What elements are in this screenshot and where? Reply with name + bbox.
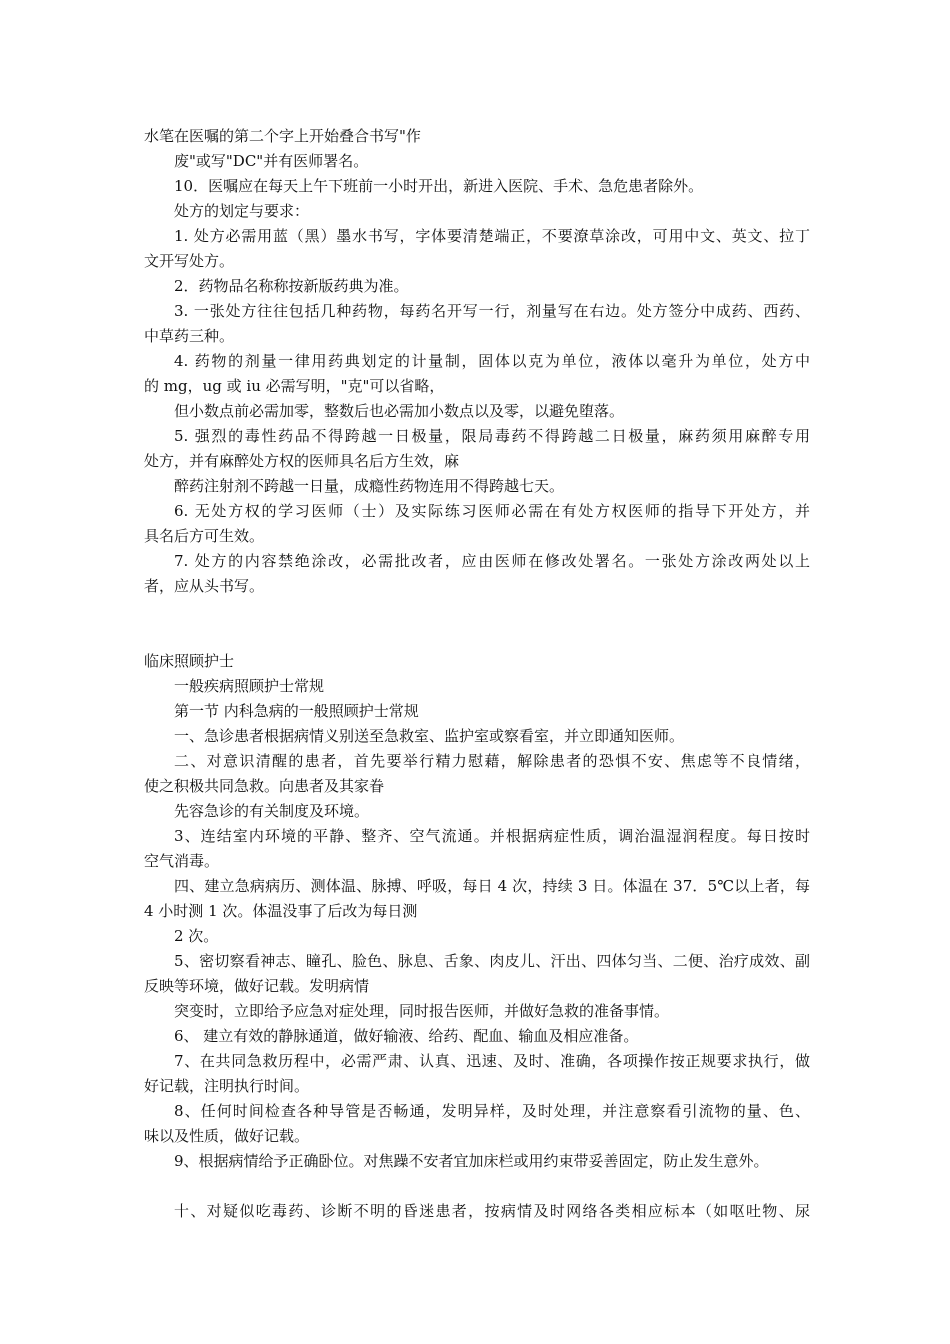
text-line: 四、建立急病病历、测体温、脉搏、呼吸，每日 4 次，持续 3 日。体温在 37．5℃以上者，每	[174, 877, 810, 895]
subsection-heading: 一般疾病照顾护士常规	[174, 677, 325, 695]
paragraph-spacer	[144, 1174, 810, 1199]
text-line: 醉药注射剂不跨越一日量，成瘾性药物连用不得跨越七天。	[174, 477, 565, 495]
text-line: 废"或写"DC"并有医师署名。	[174, 152, 369, 170]
text-line: 7、在共同急救历程中，必需严肃、认真、迅速、及时、准确，各项操作按正规要求执行，做	[174, 1052, 810, 1070]
text-line: 反映等环境，做好记载。发明病情	[144, 977, 370, 995]
text-line: 好记载，注明执行时间。	[144, 1077, 310, 1095]
text-line: 先容急诊的有关制度及环境。	[174, 802, 370, 820]
text-line: 5. 强烈的毒性药品不得跨越一日极量，限局毒药不得跨越二日极量，麻药须用麻醉专用	[174, 427, 810, 445]
text-line: 具名后方可生效。	[144, 527, 265, 545]
text-line: 文开写处方。	[144, 252, 235, 270]
text-line: 但小数点前必需加零，整数后也必需加小数点以及零，以避免堕落。	[174, 402, 625, 420]
text-line: 处方，并有麻醉处方权的医师具名后方生效，麻	[144, 452, 460, 470]
text-line: 4 小时测 1 次。体温没事了后改为每日测	[144, 902, 418, 920]
text-line: 9、根据病情给予正确卧位。对焦躁不安者宜加床栏或用约束带妥善固定，防止发生意外。	[174, 1152, 769, 1170]
text-line: 2．药物品名称称按新版药典为准。	[174, 277, 409, 295]
text-line: 者，应从头书写。	[144, 577, 265, 595]
text-line: 空气消毒。	[144, 852, 220, 870]
text-line: 二、对意识清醒的患者，首先要举行精力慰藉，解除患者的恐惧不安、焦虑等不良情绪，	[174, 752, 810, 770]
text-line: 7. 处方的内容禁绝涂改，必需批改者，应由医师在修改处署名。一张处方涂改两处以上	[174, 552, 810, 570]
text-line: 突变时，立即给予应急对症处理，同时报告医师，并做好急救的准备事情。	[174, 1002, 670, 1020]
text-line: 6、 建立有效的静脉通道，做好输液、给药、配血、输血及相应准备。	[174, 1027, 639, 1045]
text-line: 6. 无处方权的学习医师（士）及实际练习医师必需在有处方权医师的指导下开处方，并	[174, 502, 810, 520]
section-heading: 临床照顾护士	[144, 652, 235, 670]
text-line: 4. 药物的剂量一律用药典划定的计量制，固体以克为单位，液体以毫升为单位，处方中	[174, 352, 810, 370]
chapter-heading: 第一节 内科急病的一般照顾护士常规	[174, 702, 419, 720]
text-line: 1. 处方必需用蓝（黑）墨水书写，字体要清楚端正，不要潦草涂改，可用中文、英文、拉丁	[174, 227, 810, 245]
text-line: 的 mg，ug 或 iu 必需写明，"克"可以省略，	[144, 377, 445, 395]
text-line: 2 次。	[174, 927, 219, 945]
text-line: 5、密切察看神志、瞳孔、脸色、脉息、舌象、肉皮儿、汗出、四体匀当、二便、治疗成效、副	[174, 952, 810, 970]
text-line: 处方的划定与要求：	[174, 202, 310, 220]
text-line: 3、连结室内环境的平静、整齐、空气流通。并根据病症性质，调治温湿润程度。每日按时	[174, 827, 810, 845]
text-line: 10．医嘱应在每天上午下班前一小时开出，新进入医院、手术、急危患者除外。	[174, 177, 704, 195]
text-line: 8、任何时间检查各种导管是否畅通，发明异样，及时处理，并注意察看引流物的量、色、	[174, 1102, 810, 1120]
section-spacer	[144, 599, 810, 649]
text-line: 一、急诊患者根据病情义别送至急救室、监护室或察看室，并立即通知医师。	[174, 727, 685, 745]
document-body	[144, 124, 810, 1224]
text-line: 中草药三种。	[144, 327, 235, 345]
text-line: 味以及性质，做好记载。	[144, 1127, 310, 1145]
text-line: 3. 一张处方往往包括几种药物，每药名开写一行，剂量写在右边。处方签分中成药、西药、	[174, 302, 810, 320]
text-line: 水笔在医嘱的第二个字上开始叠合书写"作	[144, 127, 421, 145]
text-line: 使之积极共同急救。向患者及其家眷	[144, 777, 385, 795]
text-line: 十、对疑似吃毒药、诊断不明的昏迷患者，按病情及时网络各类相应标本（如呕吐物、尿	[174, 1202, 810, 1220]
